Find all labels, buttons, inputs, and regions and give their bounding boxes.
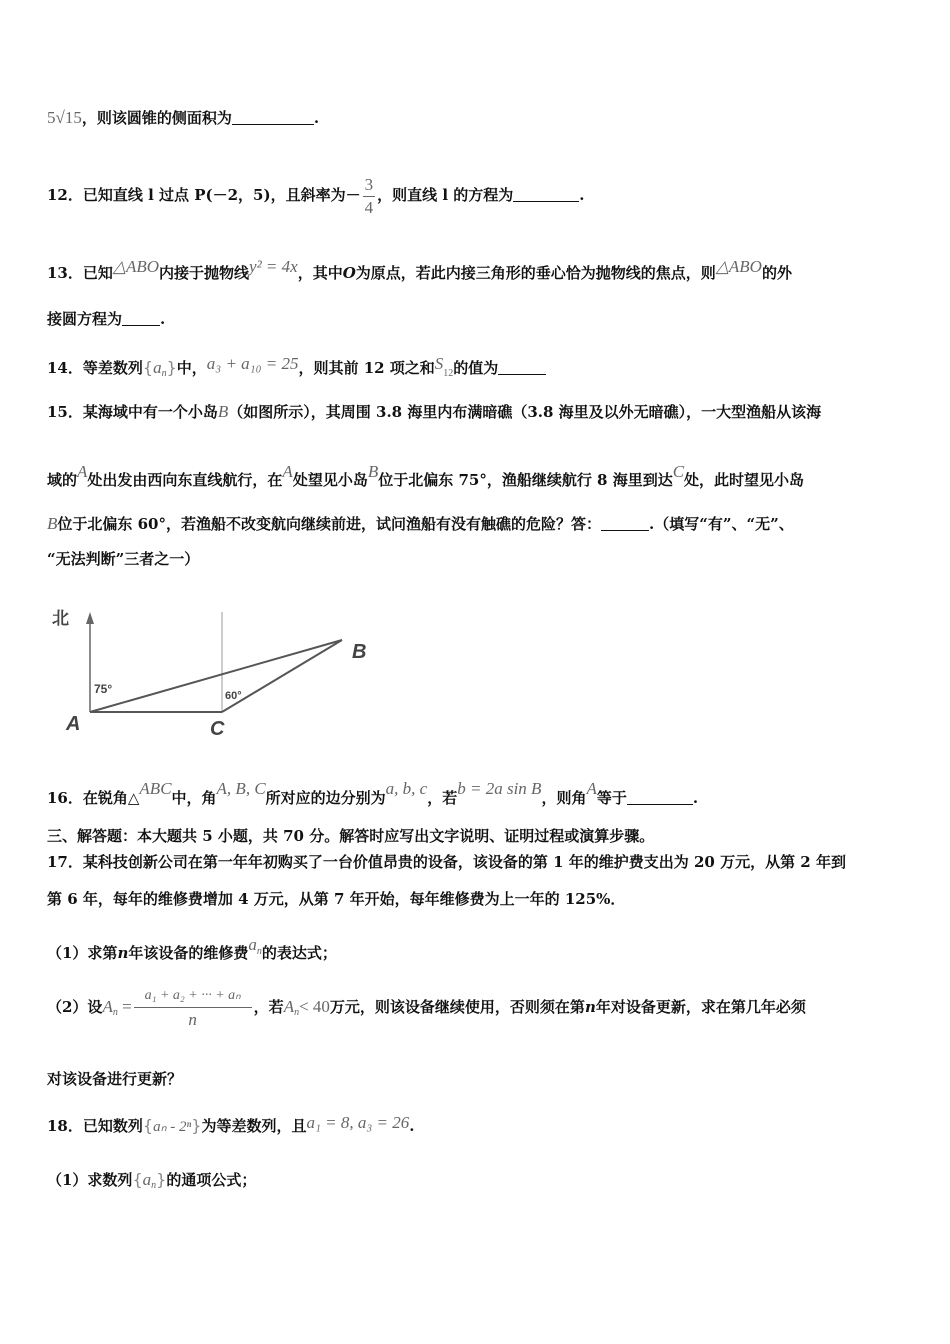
answer-blank[interactable] — [627, 790, 693, 805]
q13-text: 已知 — [82, 264, 113, 282]
q14-text-3: ，则其前 12 项之和 — [298, 359, 435, 377]
q16-line — [47, 779, 698, 808]
q18-line — [47, 1113, 414, 1137]
q16-text-2: 中，角 — [171, 789, 217, 807]
label-a: A — [66, 713, 81, 735]
sine-equation: b = 2a sin B — [457, 779, 542, 798]
q16-text-6: 等于 — [596, 789, 627, 807]
q15-text-7: 处，此时望见小岛 — [684, 471, 805, 489]
answer-blank[interactable] — [601, 516, 649, 531]
q14-text-2: 中， — [176, 359, 207, 377]
angles-abc: A, B, C — [216, 779, 266, 798]
q13-number: 13． — [47, 264, 83, 282]
q12-end: . — [579, 186, 585, 204]
fraction-numerator: 3 — [363, 174, 376, 197]
q18-part1-text-2: 的通项公式； — [166, 1171, 257, 1189]
q16-text-4: ，若 — [427, 789, 458, 807]
q15-number: 15． — [47, 403, 83, 421]
variable-n: n — [117, 944, 129, 962]
island-b: B — [367, 462, 379, 481]
q12-line — [47, 172, 584, 219]
point-c: C — [672, 462, 685, 481]
q16-end: . — [692, 789, 699, 807]
variable-n: n — [584, 998, 596, 1016]
q17-part1-text-3: 的表达式； — [261, 944, 337, 962]
equals-sign: = — [117, 997, 132, 1016]
brace-close: } — [166, 358, 177, 377]
triangle-abo: △ABO — [715, 257, 762, 276]
label-b: B — [352, 641, 367, 663]
angle-75-label: 75° — [94, 682, 113, 696]
q12-text: 已知直线 l 过点 P(－2，5)，且斜率为－ — [82, 186, 361, 204]
brace-close: } — [191, 1116, 202, 1135]
average-a: A — [102, 997, 113, 1016]
section-heading: 三、解答题：本大题共 5 小题，共 70 分。解答时应写出文字说明、证明过程或演算步骤。 — [47, 827, 655, 845]
origin-label: O — [342, 264, 356, 282]
point-a: A — [77, 462, 88, 481]
q15-text-10: “无法判断”三者之一） — [47, 550, 200, 568]
q13-end: . — [160, 310, 166, 328]
q11-line — [47, 108, 319, 128]
q15-text-9: .（填写“有”、“无”、 — [649, 515, 794, 533]
sequence-subscript: n — [256, 946, 262, 957]
average-subscript: n — [294, 1007, 300, 1018]
q18-text-2: 为等差数列，且 — [201, 1117, 307, 1135]
slope-fraction — [363, 174, 376, 219]
q15-text-6: 位于北偏东 75°，渔船继续航行 8 海里到达 — [378, 471, 673, 489]
q13-text-3: ，其中 — [297, 264, 343, 282]
point-a: A — [282, 462, 293, 481]
q14-number: 14． — [47, 359, 83, 377]
q18-part1 — [47, 1170, 256, 1196]
average-subscript: n — [112, 1007, 118, 1018]
q15-text-4: 处出发由西向东直线航行，在 — [87, 471, 283, 489]
q13-text-4: 为原点，若此内接三角形的垂心恰为抛物线的焦点，则 — [355, 264, 716, 282]
q16-text: 在锐角△ — [82, 789, 140, 807]
q18-end: . — [409, 1117, 415, 1135]
label-c: C — [210, 718, 225, 740]
q14-text-4: 的值为 — [453, 359, 499, 377]
answer-blank[interactable] — [232, 110, 314, 125]
q13-line — [47, 257, 792, 283]
sequence-subscript: n — [151, 1180, 157, 1191]
q13-line-2 — [47, 309, 165, 329]
north-arrowhead — [86, 612, 94, 624]
q17-part2-text-4: 年对设备更新，求在第几年必须 — [595, 998, 806, 1016]
average-fraction — [134, 985, 252, 1032]
q11-text: ，则该圆锥的侧面积为 — [81, 109, 232, 127]
sequence-expression: aₙ - 2ⁿ — [153, 1119, 192, 1135]
q18-number: 18． — [47, 1117, 83, 1135]
island-b: B — [217, 402, 229, 421]
q15-text-5: 处望见小岛 — [292, 471, 368, 489]
q18-part1-text: （1）求数列 — [47, 1171, 133, 1189]
angle-60-label: 60° — [225, 690, 242, 702]
q11-math: 5√15 — [47, 108, 82, 127]
island-b: B — [47, 514, 58, 533]
q18-text: 已知数列 — [82, 1117, 143, 1135]
sides-abc: a, b, c — [385, 779, 428, 798]
angle-a: A — [586, 779, 597, 798]
q15-text-8: 位于北偏东 60°，若渔船不改变航向继续前进，试问渔船有没有触礁的危险？答： — [57, 515, 601, 533]
sequence-a: a — [153, 358, 162, 377]
answer-blank[interactable] — [498, 360, 546, 375]
q17-part2-text-3: 万元，则该设备继续使用，否则须在第 — [329, 998, 585, 1016]
navigation-figure — [40, 600, 380, 750]
brace-close: } — [156, 1170, 167, 1189]
q11-end: . — [313, 109, 320, 127]
q15-line-1 — [47, 402, 821, 422]
q16-text-3: 所对应的边分别为 — [265, 789, 386, 807]
sum-symbol: S — [434, 354, 444, 373]
answer-blank[interactable] — [122, 311, 160, 326]
q15-text-3: 域的 — [47, 471, 78, 489]
condition-value: < 40 — [299, 997, 330, 1016]
answer-blank[interactable] — [513, 187, 579, 202]
q15-text: 某海域中有一个小岛 — [82, 403, 218, 421]
sequence-subscript: n — [161, 368, 167, 379]
brace-open: { — [142, 1116, 154, 1135]
sequence-a: a — [248, 935, 257, 954]
q17-part1 — [47, 935, 337, 963]
q17-part2 — [47, 984, 806, 1036]
parabola-equation: y² = 4x — [249, 257, 298, 276]
q17-part1-text: （1）求第 — [47, 944, 118, 962]
initial-values: a₁ = 8, a₃ = 26 — [306, 1113, 410, 1132]
q17-line-5: 对该设备进行更新？ — [47, 1070, 183, 1088]
q17-line-2: 第 6 年，每年的维修费增加 4 万元，从第 7 年开始，每年维修费为上一年的 125%． — [47, 890, 626, 908]
q15-line-4 — [47, 549, 199, 569]
segment-ab — [90, 640, 342, 712]
q13-text-2: 内接于抛物线 — [159, 264, 250, 282]
north-label: 北 — [52, 609, 69, 628]
fraction-denominator: 4 — [364, 197, 374, 217]
sum-subscript: 12 — [443, 368, 454, 379]
brace-open: { — [132, 1170, 143, 1189]
q16-number: 16． — [47, 789, 83, 807]
fraction-numerator: a₁ + a₂ + ··· + aₙ — [134, 985, 252, 1008]
sum-equation: a₃ + a₁₀ = 25 — [206, 354, 299, 373]
q17-part2-text-2: ，若 — [253, 998, 284, 1016]
q17-part1-text-2: 年该设备的维修费 — [128, 944, 249, 962]
average-a: A — [283, 997, 295, 1016]
q13-text-6: 接圆方程为 — [47, 310, 123, 328]
q15-text-2: （如图所示），其周围 3.8 海里内布满暗礁（3.8 海里及以外无暗礁），一大型渔船从该海 — [228, 403, 822, 421]
q14-text: 等差数列 — [82, 359, 143, 377]
q14-line — [47, 354, 546, 384]
q13-text-5: 的外 — [761, 264, 792, 282]
fraction-denominator: n — [188, 1009, 197, 1029]
q17-line-1: 17．某科技创新公司在第一年年初购买了一台价值昂贵的设备，该设备的第 1 年的维护费支出为 20 万元，从第 2 年到 — [47, 853, 846, 871]
q15-line-2 — [47, 462, 804, 490]
brace-open: { — [142, 358, 154, 377]
q15-line-3 — [47, 514, 794, 534]
q16-text-5: ，则角 — [541, 789, 587, 807]
triangle-abc: ABC — [139, 779, 172, 798]
q17-part2-text: （2）设 — [47, 998, 103, 1016]
triangle-abo: △ABO — [112, 257, 160, 276]
q12-number: 12． — [47, 186, 83, 204]
sequence-a: a — [142, 1170, 152, 1189]
q12-text-2: ，则直线 l 的方程为 — [377, 186, 514, 204]
